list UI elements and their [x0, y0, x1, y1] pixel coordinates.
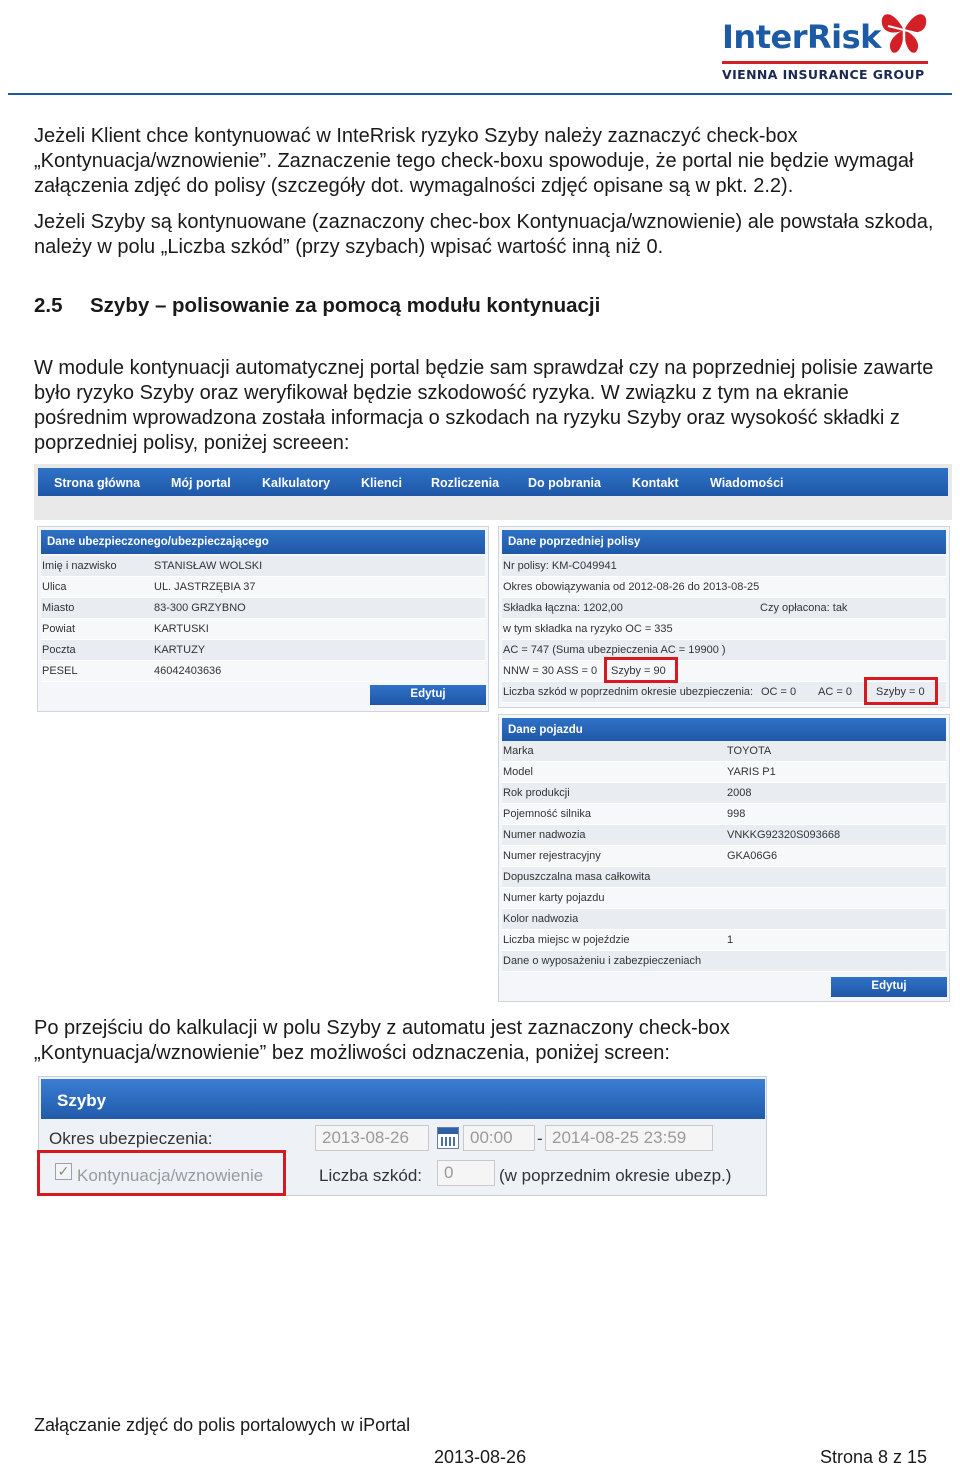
table-row	[41, 640, 485, 661]
row-label: Ulica	[42, 581, 67, 593]
row-value: GKA06G6	[727, 850, 778, 862]
portal-screenshot	[34, 464, 952, 1004]
logo-subtitle: VIENNA INSURANCE GROUP	[722, 67, 925, 82]
table-row	[502, 930, 946, 951]
table-row	[502, 825, 946, 846]
claims-count-input[interactable]: 0	[437, 1160, 495, 1186]
row-value: KARTUSKI	[154, 623, 209, 635]
section-number: 2.5	[34, 294, 63, 317]
paragraph-1: Jeżeli Klient chce kontynuować w InteRrisk ryzyko Szyby należy zaznaczyć check-box „Kontynuacja/wznowienie”. Zaznaczenie tego check-boxu spowoduje, że portal nie będzie wymagał załączenia zdjęć do polisy (szczegóły dot. wymagalności zdjęć opisane są w pkt. 2.2).	[34, 125, 914, 197]
date-to-input[interactable]: 2014-08-25 23:59	[545, 1125, 713, 1151]
table-row	[502, 888, 946, 909]
row-label: Numer nadwozia	[503, 829, 586, 841]
row-value: 83-300 GRZYBNO	[154, 602, 246, 614]
table-row	[502, 556, 946, 577]
nav-home[interactable]: Strona główna	[54, 476, 141, 490]
nav-container	[34, 464, 952, 520]
table-row	[502, 762, 946, 783]
policy-period: Okres obowiązywania od 2012-08-26 do 2013-08-25	[503, 581, 760, 593]
row-label: Liczba miejsc w pojeździe	[503, 934, 630, 946]
row-value: VNKKG92320S093668	[727, 829, 841, 841]
row-label: Model	[503, 766, 533, 778]
butterfly-logo-icon	[878, 4, 930, 56]
table-row	[41, 661, 485, 682]
row-label: Numer rejestracyjny	[503, 850, 601, 862]
highlight-szyby-premium	[604, 657, 678, 683]
footer-document-title: Załączanie zdjęć do polis portalowych w iPortal	[34, 1415, 411, 1435]
footer-page-number: Strona 8 z 15	[820, 1447, 928, 1465]
nav-contact[interactable]: Kontakt	[632, 476, 679, 490]
nav-clients[interactable]: Klienci	[361, 476, 402, 490]
table-row	[41, 556, 485, 577]
claims-label: Liczba szkód w poprzednim okresie ubezpieczenia:	[503, 686, 754, 698]
table-row	[502, 598, 946, 619]
period-label: Okres ubezpieczenia:	[49, 1129, 213, 1148]
paragraph-2: Jeżeli Szyby są kontynuowane (zaznaczony chec-box Kontynuacja/wznowienie) ale powstała szkoda, należy w polu „Liczba szkód” (przy szybach) wpisać wartość inną niż 0.	[34, 211, 934, 258]
row-value: UL. JASTRZĘBIA 37	[154, 581, 256, 593]
paragraph-3: W module kontynuacji automatycznej portal będzie sam sprawdzał czy na poprzedniej polisie zawarte było ryzyko Szyby oraz weryfikował będzie szkodowość ryzyka. W związku z tym na ekranie pośrednim wprowadzona została informacja o szkodach na ryzyku Szyby oraz wysokość składki z poprzedniej polisy, poniżej screeen:	[34, 357, 934, 454]
edit-insured-button[interactable]: Edytuj	[370, 685, 486, 705]
table-row	[502, 577, 946, 598]
row-value: TOYOTA	[727, 745, 772, 757]
row-value: YARIS P1	[727, 766, 776, 778]
calendar-icon[interactable]	[437, 1127, 459, 1149]
nav-messages[interactable]: Wiadomości	[710, 476, 784, 490]
table-row	[41, 619, 485, 640]
date-from-input[interactable]: 2013-08-26	[315, 1125, 429, 1151]
table-row	[502, 951, 946, 972]
nav-calculators[interactable]: Kalkulatory	[262, 476, 331, 490]
row-label: Imię i nazwisko	[42, 560, 117, 572]
main-navigation	[38, 468, 948, 496]
vehicle-panel-title: Dane pojazdu	[502, 718, 946, 742]
table-row	[502, 640, 946, 661]
nav-settlements[interactable]: Rozliczenia	[431, 476, 500, 490]
time-from-input[interactable]: 00:00	[463, 1125, 535, 1151]
paragraph-4: Po przejściu do kalkulacji w polu Szyby z automatu jest zaznaczony check-box „Kontynuacja/wznowienie” bez możliwości odznaczenia, poniżej screen:	[34, 1017, 730, 1064]
footer-date: 2013-08-26	[434, 1447, 527, 1465]
szyby-section-title: Szyby	[41, 1079, 765, 1119]
row-label: Dane o wyposażeniu i zabezpieczeniach	[503, 955, 702, 967]
row-value: 46042403636	[154, 665, 222, 677]
table-row	[502, 867, 946, 888]
row-label: Kolor nadwozia	[503, 913, 579, 925]
row-value: 1	[727, 934, 734, 946]
highlight-continuation-checkbox	[37, 1150, 286, 1196]
logo-wordmark: InterRisk	[722, 18, 881, 56]
row-label: Dopuszczalna masa całkowita	[503, 871, 651, 883]
interrisk-logo	[718, 4, 930, 84]
vehicle-panel	[498, 714, 950, 1002]
claims-ac: AC = 0	[818, 686, 852, 698]
claims-count-label: Liczba szkód:	[319, 1166, 422, 1185]
ac-premium: AC = 747 (Suma ubezpieczenia AC = 19900 )	[503, 644, 726, 656]
row-value: 998	[727, 808, 746, 820]
table-row	[41, 598, 485, 619]
table-row	[502, 804, 946, 825]
total-premium: Składka łączna: 1202,00	[503, 602, 623, 614]
policy-number: Nr polisy: KM-C049941	[503, 560, 617, 572]
edit-vehicle-button[interactable]: Edytuj	[831, 977, 947, 997]
row-label: Rok produkcji	[503, 787, 570, 799]
logo-underline	[722, 61, 928, 64]
table-row	[502, 619, 946, 640]
nav-my-portal[interactable]: Mój portal	[171, 476, 231, 490]
table-row	[502, 909, 946, 930]
continuation-checkbox[interactable]: ✓	[55, 1163, 72, 1180]
highlight-szyby-claims	[864, 677, 938, 705]
table-row	[502, 741, 946, 762]
oc-premium: w tym składka na ryzyko OC = 335	[503, 623, 673, 635]
header-divider	[8, 93, 952, 95]
row-label: PESEL	[42, 665, 78, 677]
row-label: Pojemność silnika	[503, 808, 592, 820]
row-label: Powiat	[42, 623, 76, 635]
row-label: Poczta	[42, 644, 76, 656]
paid-status: Czy opłacona: tak	[760, 602, 848, 614]
section-title: Szyby – polisowanie za pomocą modułu kontynuacji	[90, 294, 601, 317]
continuation-label: Kontynuacja/wznowienie	[77, 1166, 264, 1185]
claims-oc: OC = 0	[761, 686, 797, 698]
row-value: 2008	[727, 787, 752, 799]
table-row	[41, 577, 485, 598]
nav-downloads[interactable]: Do pobrania	[528, 476, 601, 490]
row-label: Miasto	[42, 602, 75, 614]
period-dash: -	[537, 1129, 543, 1148]
row-label: Numer karty pojazdu	[503, 892, 605, 904]
row-value: STANISŁAW WOLSKI	[154, 560, 263, 572]
insured-panel	[37, 526, 489, 712]
nnw-ass-premium: NNW = 30 ASS = 0	[503, 665, 598, 677]
row-value: KARTUZY	[154, 644, 206, 656]
table-row	[502, 783, 946, 804]
table-row	[502, 846, 946, 867]
claims-szyby: Szyby = 0	[876, 686, 925, 698]
row-label: Marka	[503, 745, 534, 757]
section-heading	[34, 294, 600, 318]
previous-policy-title: Dane poprzedniej polisy	[502, 530, 946, 554]
insured-panel-title: Dane ubezpieczonego/ubezpieczającego	[41, 530, 485, 554]
szyby-premium: Szyby = 90	[611, 665, 666, 677]
claims-count-note: (w poprzednim okresie ubezp.)	[499, 1166, 732, 1185]
